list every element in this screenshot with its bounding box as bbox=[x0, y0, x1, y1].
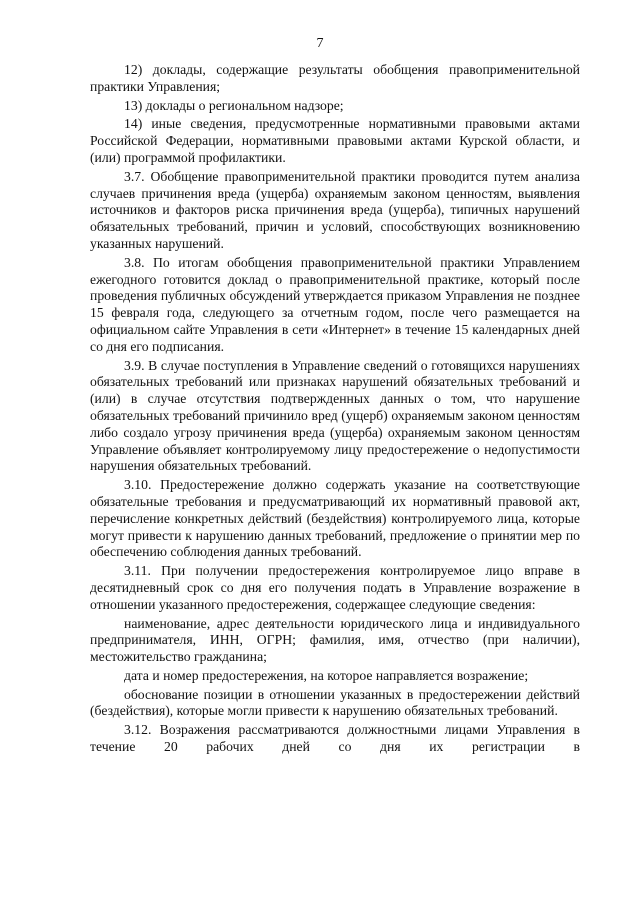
paragraph-item-14: 14) иные сведения, предусмотренные нормативными правовыми актами Российской Федерации, нормативными правовыми актами Курской области, и (или) программой профилактики. bbox=[90, 116, 580, 165]
paragraph-3-12: 3.12. Возражения рассматриваются должностными лицами Управления в течение 20 рабочих дней со дня их регистрации в bbox=[90, 722, 580, 755]
page-number: 7 bbox=[316, 36, 324, 51]
paragraph-justification: обоснование позиции в отношении указанных в предостережении действий (бездействия), которые могли привести к нарушению обязательных требований. bbox=[90, 686, 580, 719]
paragraph-3-7: 3.7. Обобщение правоприменительной практики проводится путем анализа случаев причинения вреда (ущерба) охраняемым законом ценностям, выявления источников и факторов риска причинения вреда (ущерба), типичных нарушений обязательных требований, причин и условий, способствующих возникновению указанных нарушений. bbox=[90, 168, 580, 251]
paragraph-item-12: 12) доклады, содержащие результаты обобщения правоприменительной практики Управления; bbox=[90, 62, 580, 94]
paragraph-3-10: 3.10. Предостережение должно содержать указание на соответствующие обязательные требования и предусматривающий их нормативный правовой акт, перечисление конкретных действий (бездействия) контролируемого лица, которые могут привести к нарушению данных требований, предложение о принятии мер по обеспечению соблюдения данных требований. bbox=[90, 477, 580, 560]
paragraph-3-8: 3.8. По итогам обобщения правоприменительной практики Управлением ежегодного готовится доклад о правоприменительной практике, который после проведения публичных обсуждений утверждается приказом Управления не позднее 15 февраля года, следующего за отчетным годом, после чего размещается на официальном сайте Управления в сети «Интернет» в течение 15 календарных дней со дня его подписания. bbox=[90, 254, 580, 354]
document-body bbox=[90, 62, 580, 756]
paragraph-warning-date: дата и номер предостережения, на которое направляется возражение; bbox=[124, 667, 529, 683]
paragraph-3-9: 3.9. В случае поступления в Управление сведений о готовящихся нарушениях обязательных требований или признаках нарушений обязательных требований и (или) в случае отсутствия подтвержденных данных о том, что нарушение обязательных требований причинило вред (ущерб) охраняемым законом ценностям либо создало угрозу причинения вреда (ущерба) охраняемым законом ценностям Управление объявляет контролируемому лицу предостережение о недопустимости нарушения обязательных требований. bbox=[90, 357, 580, 474]
paragraph-item-13: 13) доклады о региональном надзоре; bbox=[124, 97, 344, 113]
paragraph-requisites: наименование, адрес деятельности юридического лица и индивидуального предпринимателя, ИНН, ОГРН; фамилия, имя, отчество (при наличии), местожительство гражданина; bbox=[90, 615, 580, 665]
paragraph-3-11: 3.11. При получении предостережения контролируемое лицо вправе в десятидневный срок со дня его получения подать в Управление возражение в отношении указанного предостережения, содержащее следующие сведения: bbox=[90, 563, 580, 612]
